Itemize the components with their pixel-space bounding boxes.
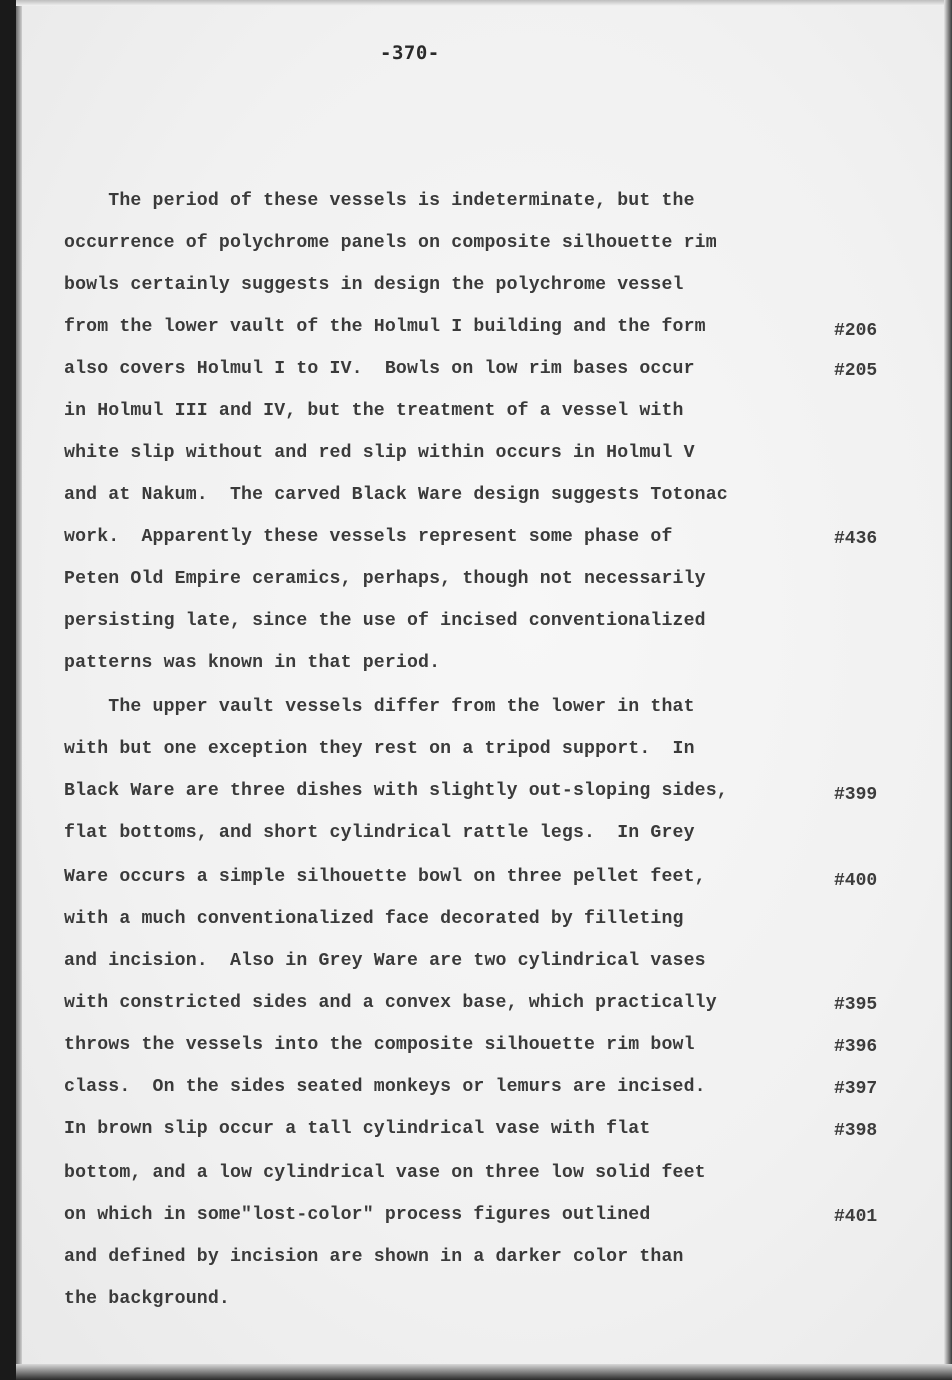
text-line: with a much conventionalized face decorated by filleting [64, 909, 684, 929]
text-line: on which in some"lost-color" process figures outlined [64, 1205, 651, 1225]
text-line: and defined by incision are shown in a darker color than [64, 1247, 684, 1267]
text-line: the background. [64, 1289, 230, 1309]
margin-reference: #436 [834, 529, 878, 549]
margin-reference: #206 [834, 321, 878, 341]
scan-bottom-border [16, 1364, 952, 1380]
text-line: Black Ware are three dishes with slightly out-sloping sides, [64, 781, 728, 801]
margin-reference: #397 [834, 1079, 878, 1099]
text-line: The period of these vessels is indeterminate, but the [64, 191, 695, 211]
margin-reference: #398 [834, 1121, 878, 1141]
scan-left-border [0, 0, 16, 1380]
text-line: bottom, and a low cylindrical vase on three low solid feet [64, 1163, 706, 1183]
text-line: bowls certainly suggests in design the polychrome vessel [64, 275, 684, 295]
text-line: work. Apparently these vessels represent some phase of [64, 527, 673, 547]
scan-top-border [16, 0, 952, 6]
text-line: class. On the sides seated monkeys or lemurs are incised. [64, 1077, 706, 1097]
margin-reference: #401 [834, 1207, 878, 1227]
text-line: flat bottoms, and short cylindrical rattle legs. In Grey [64, 823, 695, 843]
text-line: from the lower vault of the Holmul I building and the form [64, 317, 706, 337]
text-line: In brown slip occur a tall cylindrical vase with flat [64, 1119, 651, 1139]
text-line: with constricted sides and a convex base, which practically [64, 993, 717, 1013]
text-line: with but one exception they rest on a tripod support. In [64, 739, 695, 759]
text-line: Ware occurs a simple silhouette bowl on three pellet feet, [64, 867, 706, 887]
margin-reference: #400 [834, 871, 878, 891]
scan-right-border [944, 0, 952, 1380]
text-line: white slip without and red slip within occurs in Holmul V [64, 443, 695, 463]
text-line: also covers Holmul I to IV. Bowls on low rim bases occur [64, 359, 695, 379]
text-line: persisting late, since the use of incised conventionalized [64, 611, 706, 631]
margin-reference: #396 [834, 1037, 878, 1057]
text-line: patterns was known in that period. [64, 653, 441, 673]
text-line: and incision. Also in Grey Ware are two cylindrical vases [64, 951, 706, 971]
text-line: in Holmul III and IV, but the treatment of a vessel with [64, 401, 684, 421]
margin-reference: #205 [834, 361, 878, 381]
page-number: -370- [380, 42, 440, 64]
margin-reference: #399 [834, 785, 878, 805]
text-line: Peten Old Empire ceramics, perhaps, though not necessarily [64, 569, 706, 589]
text-line: throws the vessels into the composite silhouette rim bowl [64, 1035, 695, 1055]
text-line: The upper vault vessels differ from the lower in that [64, 697, 695, 717]
margin-reference: #395 [834, 995, 878, 1015]
text-line: occurrence of polychrome panels on composite silhouette rim [64, 233, 717, 253]
scan-left-shadow [16, 0, 22, 1380]
text-line: and at Nakum. The carved Black Ware design suggests Totonac [64, 485, 728, 505]
